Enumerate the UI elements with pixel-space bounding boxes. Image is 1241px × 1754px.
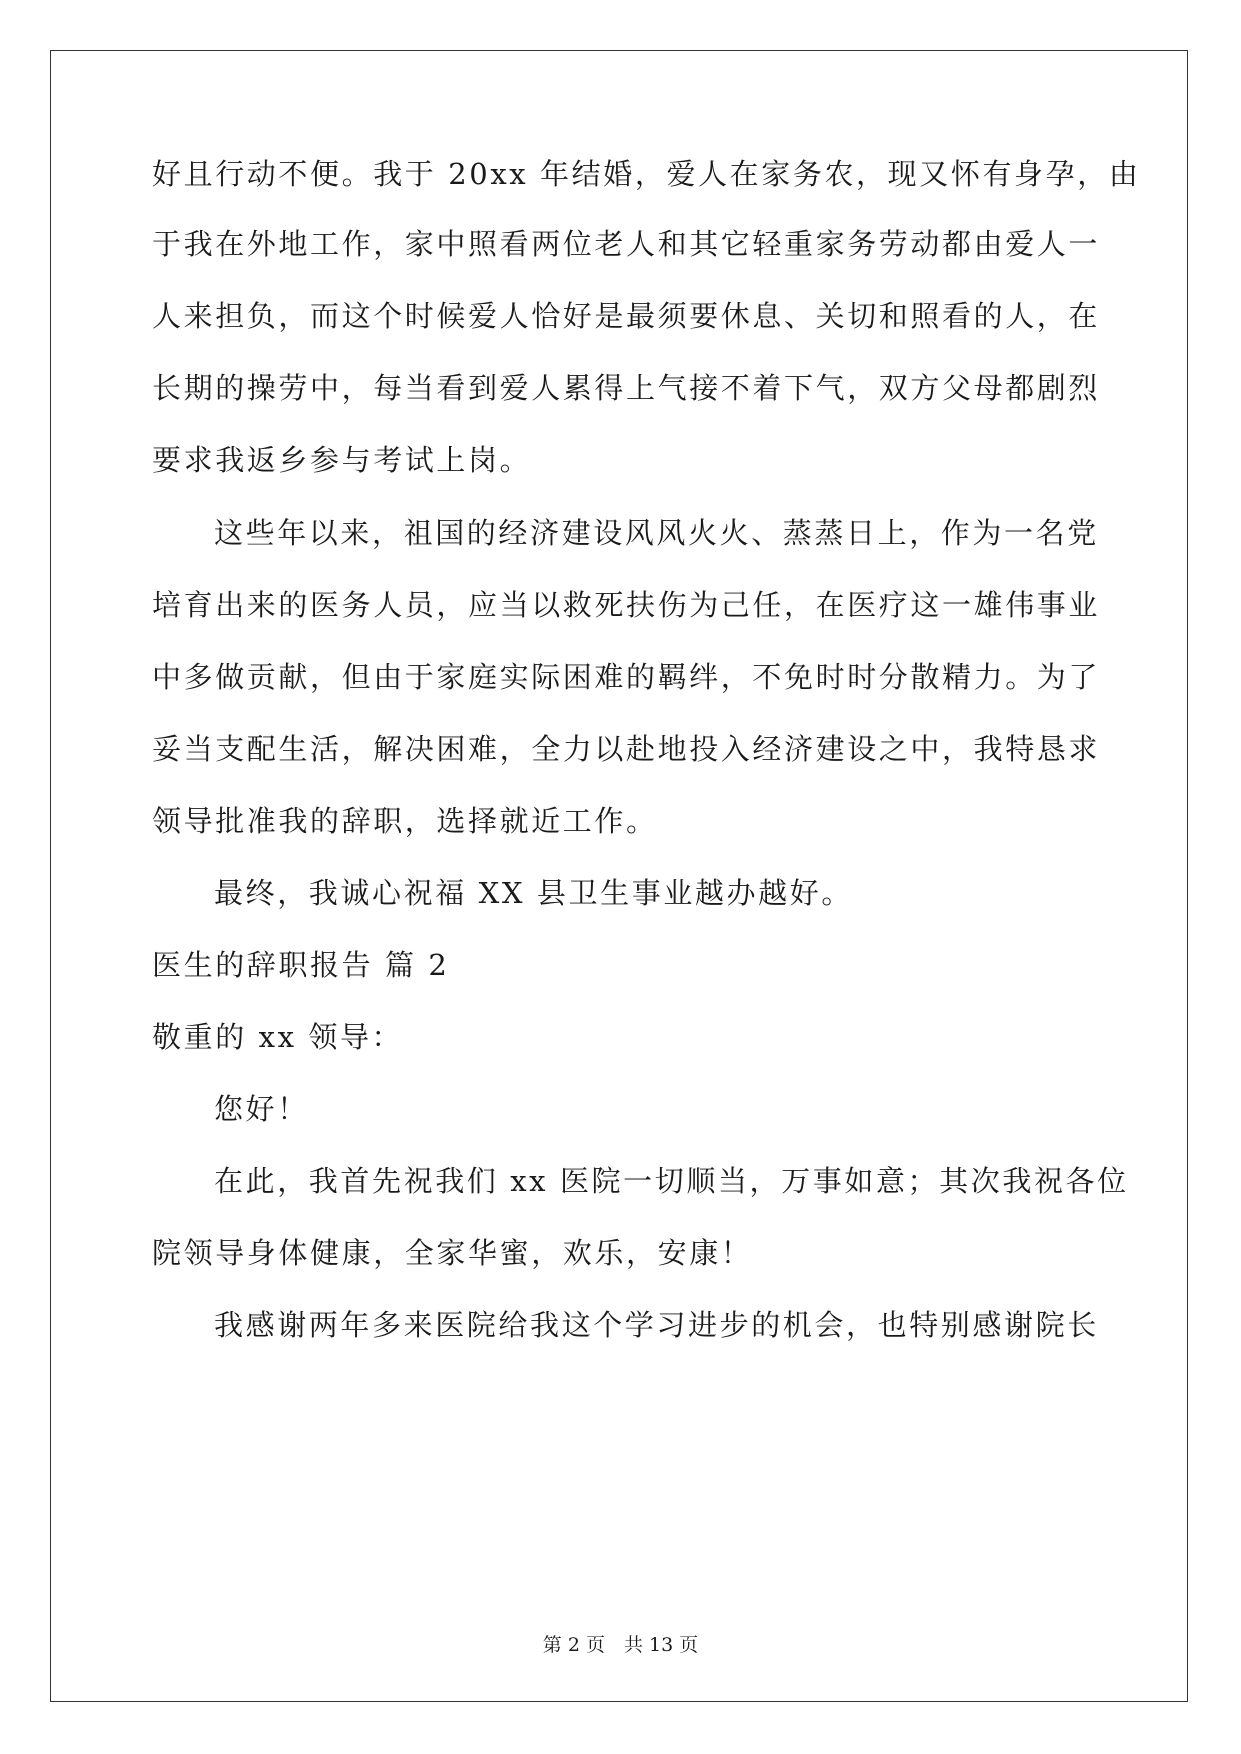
greeting: 您好！: [214, 1092, 309, 1126]
closing-wish: 最终，我诚心祝福 XX 县卫生事业越办越好。: [214, 876, 853, 910]
body-line: 领导批准我的辞职，选择就近工作。: [152, 804, 658, 838]
body-line: 长期的操劳中，每当看到爱人累得上气接不着下气，双方父母都剧烈: [152, 371, 1101, 405]
page-number-footer: 第 2 页 共 13 页: [542, 1634, 699, 1656]
body-line: 好且行动不便。我于 20xx 年结婚，爱人在家务农，现又怀有身孕，由: [152, 157, 1141, 191]
body-line: 院领导身体健康，全家华蜜，欢乐，安康！: [152, 1236, 753, 1270]
paragraph-start: 这些年以来，祖国的经济建设风风火火、蒸蒸日上，作为一名党: [214, 516, 1099, 550]
body-line: 于我在外地工作，家中照看两位老人和其它轻重家务劳动都由爱人一: [152, 227, 1101, 261]
paragraph-start: 在此，我首先祝我们 xx 医院一切顺当，万事如意；其次我祝各位: [214, 1164, 1129, 1198]
salutation: 敬重的 xx 领导：: [152, 1020, 404, 1054]
body-line: 要求我返乡参与考试上岗。: [152, 443, 532, 477]
body-line: 中多做贡献，但由于家庭实际困难的羁绊，不免时时分散精力。为了: [152, 660, 1101, 694]
section-heading: 医生的辞职报告 篇 2: [152, 948, 450, 982]
body-line: 人来担负，而这个时候爱人恰好是最须要休息、关切和照看的人，在: [152, 299, 1101, 333]
body-line: 妥当支配生活，解决困难，全力以赴地投入经济建设之中，我特恳求: [152, 732, 1101, 766]
paragraph-start: 我感谢两年多来医院给我这个学习进步的机会，也特别感谢院长: [214, 1308, 1099, 1342]
body-line: 培育出来的医务人员，应当以救死扶伤为己任，在医疗这一雄伟事业: [152, 588, 1101, 622]
